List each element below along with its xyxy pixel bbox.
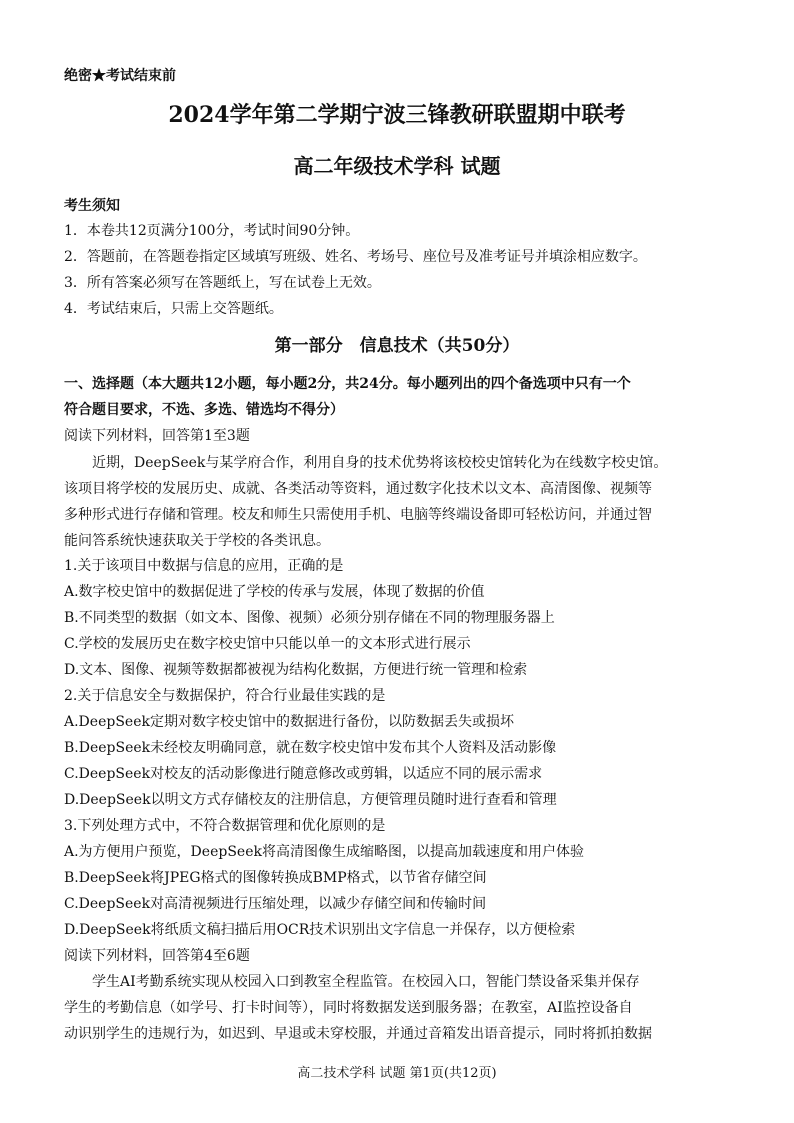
notice-item: 1．本卷共12页满分100分，考试时间90分钟。: [64, 223, 360, 239]
reading-paragraph-line: 动识别学生的违规行为，如迟到、早退或未穿校服，并通过音箱发出语音提示，同时将抓拍数据: [64, 1026, 652, 1042]
notice-item: 2．答题前，在答题卷指定区域填写班级、姓名、考场号、座位号及准考证号并填涂相应数字。: [64, 249, 647, 265]
reading-paragraph-line: 近期，DeepSeek与某学府合作，利用自身的技术优势将该校校史馆转化为在线数字校史馆。: [92, 455, 668, 471]
reading-paragraph-line: 该项目将学校的发展历史、成就、各类活动等资料，通过数字化技术以文本、高清图像、视频等: [64, 481, 652, 497]
question-option: A.为方便用户预览，DeepSeek将高清图像生成缩略图，以提高加载速度和用户体验: [64, 844, 584, 860]
question-option: B.DeepSeek未经校友明确同意，就在数字校史馆中发布其个人资料及活动影像: [64, 740, 557, 756]
reading-paragraph-line: 多种形式进行存储和管理。校友和师生只需使用手机、电脑等终端设备即可轻松访问，并通过智: [64, 507, 652, 523]
question-option: B.不同类型的数据（如文本、图像、视频）必须分别存储在不同的物理服务器上: [64, 610, 555, 626]
question-option: D.DeepSeek以明文方式存储校友的注册信息，方便管理员随时进行查看和管理: [64, 792, 557, 808]
question-option: A.DeepSeek定期对数字校史馆中的数据进行备份，以防数据丢失或损坏: [64, 714, 514, 730]
reading-intro: 阅读下列材料，回答第4至6题: [64, 948, 250, 964]
question-option: C.DeepSeek对高清视频进行压缩处理，以减少存储空间和传输时间: [64, 896, 487, 912]
secret-label: 绝密★考试结束前: [64, 68, 176, 84]
notice-item: 4．考试结束后，只需上交答题纸。: [64, 301, 283, 317]
notice-item: 3．所有答案必须写在答题纸上，写在试卷上无效。: [64, 275, 381, 291]
question-stem: 3.下列处理方式中，不符合数据管理和优化原则的是: [64, 818, 386, 834]
question-option: B.DeepSeek将JPEG格式的图像转换成BMP格式，以节省存储空间: [64, 870, 487, 886]
question-stem: 2.关于信息安全与数据保护，符合行业最佳实践的是: [64, 688, 386, 704]
question-option: C.学校的发展历史在数字校史馆中只能以单一的文本形式进行展示: [64, 636, 471, 652]
question-stem: 1.关于该项目中数据与信息的应用，正确的是: [64, 558, 344, 574]
question-option: C.DeepSeek对校友的活动影像进行随意修改或剪辑，以适应不同的展示需求: [64, 766, 543, 782]
reading-paragraph-line: 能问答系统快速获取关于学校的各类讯息。: [64, 533, 330, 549]
page-footer: 高二技术学科 试题 第1页(共12页): [297, 1066, 497, 1081]
question-option: D.DeepSeek将纸质文稿扫描后用OCR技术识别出文字信息一并保存，以方便检索: [64, 922, 576, 938]
question-option: A.数字校史馆中的数据促进了学校的传承与发展，体现了数据的价值: [64, 584, 485, 600]
section-heading: 一、选择题（本大题共12小题，每小题2分，共24分。每小题列出的四个备选项中只有一个: [64, 376, 631, 392]
notice-heading: 考生须知: [64, 198, 120, 214]
reading-paragraph-line: 学生AI考勤系统实现从校园入口到教室全程监管。在校园入口，智能门禁设备采集并保存: [92, 974, 640, 990]
reading-paragraph-line: 学生的考勤信息（如学号、打卡时间等），同时将数据发送到服务器；在教室，AI监控设备自: [64, 1000, 633, 1016]
question-option: D.文本、图像、视频等数据都被视为结构化数据，方便进行统一管理和检索: [64, 662, 528, 678]
exam-title: 2024学年第二学期宁波三锋教研联盟期中联考: [168, 102, 626, 128]
section-heading-cont: 符合题目要求，不选、多选、错选均不得分）: [64, 402, 344, 418]
reading-intro: 阅读下列材料，回答第1至3题: [64, 428, 250, 444]
exam-subtitle: 高二年级技术学科 试题: [293, 154, 501, 178]
part-title: 第一部分 信息技术（共50分）: [274, 336, 520, 356]
